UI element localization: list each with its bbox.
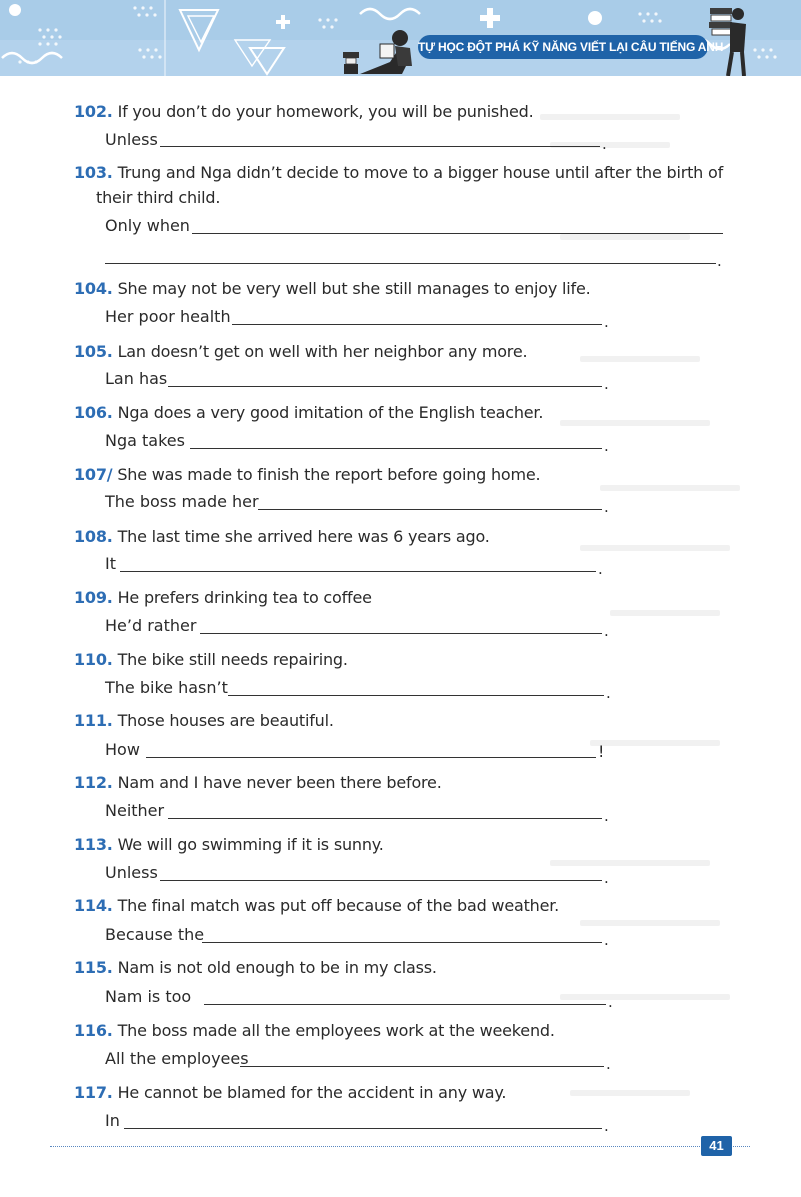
- question-text: He prefers drinking tea to coffee: [117, 588, 372, 607]
- question-113: [74, 832, 734, 857]
- answer-prompt: Unless: [105, 863, 158, 882]
- question-108: [74, 524, 734, 549]
- answer-end-mark: .: [604, 1117, 609, 1135]
- question-number: 108.: [74, 527, 113, 546]
- page-number: 41: [701, 1136, 732, 1156]
- question-number: 110.: [74, 650, 113, 669]
- answer-blank[interactable]: [190, 448, 602, 449]
- question-text: Nga does a very good imitation of the English teacher.: [117, 403, 544, 422]
- question-number: 102.: [74, 102, 113, 121]
- answer-prompt: Nam is too: [105, 987, 192, 1006]
- header-banner: [0, 0, 801, 76]
- question-106: [74, 400, 734, 425]
- question-number: 114.: [74, 896, 113, 915]
- question-text: If you don’t do your homework, you will be punished.: [117, 102, 534, 121]
- question-text: Trung and Nga didn’t decide to move to a bigger house until after the birth of: [117, 163, 724, 182]
- answer-blank[interactable]: [168, 386, 602, 387]
- answer-prompt: The bike hasn’t: [105, 678, 228, 697]
- answer-blank[interactable]: [240, 1066, 604, 1067]
- answer-blank[interactable]: [258, 509, 602, 510]
- answer-blank[interactable]: [228, 695, 604, 696]
- answer-end-mark: .: [604, 931, 609, 949]
- question-number: 113.: [74, 835, 113, 854]
- question-103: [74, 160, 734, 210]
- answer-prompt: Nga takes: [105, 431, 185, 450]
- question-text: Nam and I have never been there before.: [117, 773, 442, 792]
- answer-prompt: In: [105, 1111, 120, 1130]
- answer-blank-line-2[interactable]: [105, 263, 716, 264]
- question-number: 103.: [74, 163, 113, 182]
- answer-end-mark: .: [604, 498, 609, 516]
- answer-prompt: Only when: [105, 216, 190, 235]
- question-number: 111.: [74, 711, 113, 730]
- question-number: 112.: [74, 773, 113, 792]
- question-109: [74, 585, 734, 610]
- answer-prompt: It: [105, 554, 116, 573]
- question-number: 115.: [74, 958, 113, 977]
- question-text-continued: their third child.: [96, 188, 221, 207]
- answer-prompt: Lan has: [105, 369, 168, 388]
- answer-end-mark: .: [604, 807, 609, 825]
- answer-end-mark: .: [604, 375, 609, 393]
- question-117: [74, 1080, 734, 1105]
- answer-prompt: Because the: [105, 925, 205, 944]
- answer-prompt: Neither: [105, 801, 165, 820]
- answer-blank[interactable]: [168, 818, 602, 819]
- answer-prompt: All the employees: [105, 1049, 249, 1068]
- question-number: 116.: [74, 1021, 113, 1040]
- question-107: [74, 462, 734, 487]
- answer-prompt: Her poor health: [105, 307, 231, 326]
- answer-end-mark: .: [604, 869, 609, 887]
- answer-end-mark: .: [606, 1055, 611, 1073]
- question-text: The bike still needs repairing.: [117, 650, 348, 669]
- answer-prompt: The boss made her: [105, 492, 259, 511]
- question-112: [74, 770, 734, 795]
- footer-dotted-line: [50, 1146, 750, 1147]
- question-number: 105.: [74, 342, 113, 361]
- answer-end-mark: .: [602, 135, 607, 153]
- question-text: Those houses are beautiful.: [117, 711, 334, 730]
- answer-end-mark: .: [604, 313, 609, 331]
- question-text: We will go swimming if it is sunny.: [117, 835, 384, 854]
- question-number: 106.: [74, 403, 113, 422]
- question-102: [74, 99, 734, 124]
- question-104: [74, 276, 734, 301]
- answer-prompt: How: [105, 740, 140, 759]
- question-text: She was made to finish the report before going home.: [117, 465, 541, 484]
- answer-end-mark: .: [604, 437, 609, 455]
- answer-blank[interactable]: [160, 880, 602, 881]
- question-111: [74, 708, 734, 733]
- question-text: Nam is not old enough to be in my class.: [117, 958, 437, 977]
- answer-prompt: He’d rather: [105, 616, 197, 635]
- question-text: He cannot be blamed for the accident in any way.: [117, 1083, 507, 1102]
- question-115: [74, 955, 734, 980]
- answer-blank[interactable]: [200, 633, 602, 634]
- question-number: 104.: [74, 279, 113, 298]
- answer-end-mark: .: [606, 684, 611, 702]
- answer-blank[interactable]: [202, 942, 602, 943]
- bleed-through-marks: [520, 100, 801, 1140]
- question-114: [74, 893, 734, 918]
- question-text: Lan doesn’t get on well with her neighbor any more.: [117, 342, 528, 361]
- answer-end-mark: .: [598, 560, 603, 578]
- question-110: [74, 647, 734, 672]
- question-text: She may not be very well but she still manages to enjoy life.: [117, 279, 591, 298]
- question-116: [74, 1018, 734, 1043]
- answer-blank[interactable]: [232, 324, 602, 325]
- answer-blank[interactable]: [160, 146, 600, 147]
- answer-end-mark: .: [604, 622, 609, 640]
- answer-end-mark: !: [598, 742, 605, 761]
- banner-title: TỰ HỌC ĐỘT PHÁ KỸ NĂNG VIẾT LẠI CÂU TIẾNG ANH: [418, 35, 708, 59]
- answer-blank[interactable]: [146, 757, 596, 758]
- question-number: 109.: [74, 588, 113, 607]
- answer-end-mark: .: [608, 993, 613, 1011]
- answer-blank[interactable]: [124, 1128, 602, 1129]
- answer-blank[interactable]: [120, 571, 596, 572]
- question-number: 117.: [74, 1083, 113, 1102]
- answer-end-mark: .: [717, 252, 722, 270]
- answer-prompt: Unless: [105, 130, 158, 149]
- question-text: The boss made all the employees work at the weekend.: [117, 1021, 555, 1040]
- question-text: The last time she arrived here was 6 years ago.: [117, 527, 490, 546]
- question-105: [74, 339, 734, 364]
- answer-blank[interactable]: [204, 1004, 606, 1005]
- question-number: 107/: [74, 465, 113, 484]
- question-text: The final match was put off because of the bad weather.: [117, 896, 560, 915]
- answer-blank[interactable]: [192, 233, 723, 234]
